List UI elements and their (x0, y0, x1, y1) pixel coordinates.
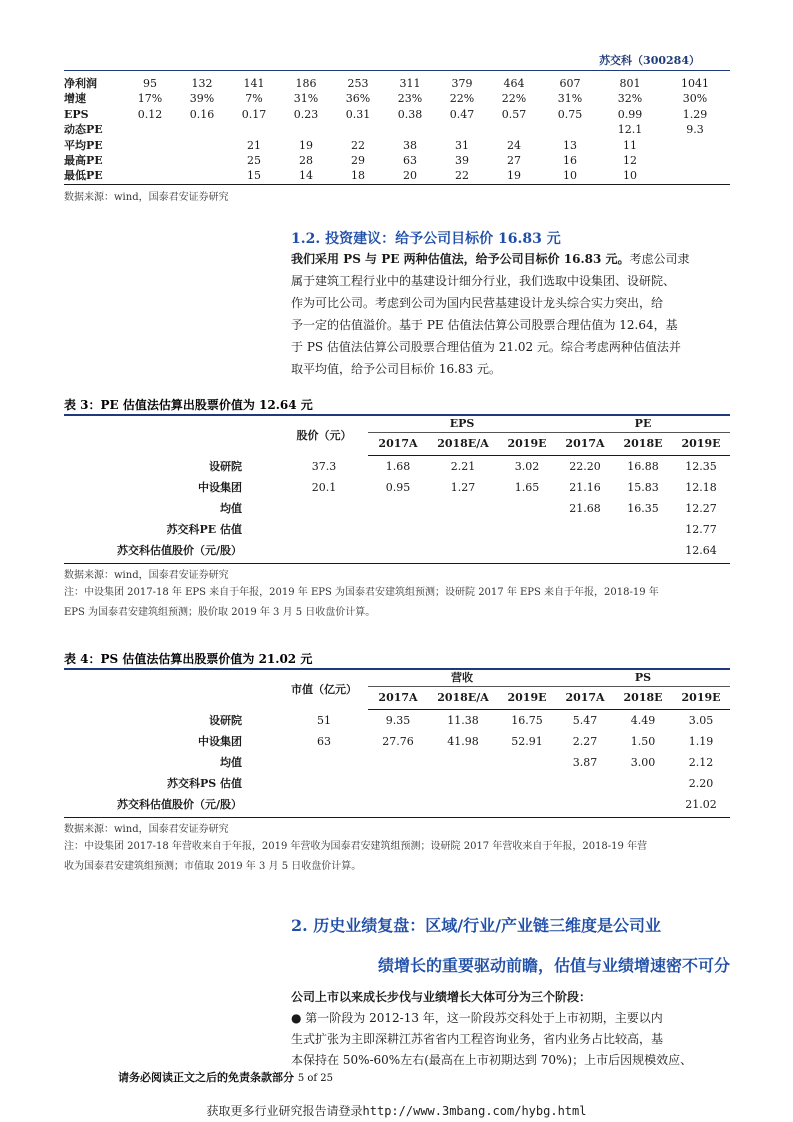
cell: 16.88 (627, 459, 659, 473)
cell (280, 540, 368, 561)
cell: 9.35 (385, 713, 411, 727)
cell (556, 540, 614, 561)
cell: 15 (247, 169, 261, 183)
note-line: 注：中设集团 2017-18 年 EPS 来自于年报，2019 年 EPS 为国泰君安建筑组预测；设研院 2017 年 EPS 来自于年报，2018-19 年 (64, 587, 659, 598)
cell: 1.65 (514, 480, 540, 494)
table-row (64, 122, 730, 137)
col-header-year: 2017A (556, 433, 614, 456)
table-row (64, 540, 730, 561)
cell: 10 (563, 169, 577, 183)
cell: 20.1 (311, 480, 337, 494)
note-line: 收为国泰君安建筑组预测；市值取 2019 年 3 月 5 日收盘价计算。 (64, 861, 362, 872)
cell (540, 122, 600, 137)
group-header-eps: EPS (368, 416, 556, 433)
header-divider (64, 70, 730, 71)
cell: 28 (299, 154, 313, 168)
cell: 1.68 (385, 459, 411, 473)
cell: 12.27 (685, 501, 717, 515)
col-header-year: 2019E (672, 687, 730, 710)
cell: 31 (455, 138, 469, 152)
cell: 2.12 (688, 755, 714, 769)
cell (368, 752, 428, 773)
cell: 21.02 (685, 797, 717, 811)
section-1-2-paragraph (291, 248, 730, 380)
footer-disclaimer (118, 1069, 333, 1085)
cell: 0.47 (449, 107, 475, 121)
cell: 25 (247, 154, 261, 168)
group-header-ps: PS (556, 670, 730, 687)
cell (124, 153, 176, 168)
cell: 10 (623, 169, 637, 183)
col-header-year: 2017A (368, 433, 428, 456)
table4-caption: 表 4：PS 估值法估算出股票价值为 21.02 元 (64, 652, 313, 666)
bullet-line: 本保持在 50%-60%左右(最高在上市初期达到 70%)；上市后因规模效应、 (291, 1053, 693, 1067)
note-line: EPS 为国泰君安建筑组预测；股价取 2019 年 3 月 5 日收盘价计算。 (64, 607, 376, 618)
cell: 5.47 (572, 713, 598, 727)
row-name: 设研院 (209, 713, 242, 727)
cell: 0.17 (241, 107, 267, 121)
cell (124, 138, 176, 153)
cell (176, 138, 228, 153)
table3-note (64, 583, 730, 623)
cell: 607 (559, 77, 581, 90)
table-header-row (64, 416, 730, 433)
cell: 12 (623, 154, 637, 168)
body-line: 属于建筑工程行业中的基建设计细分行业，我们选取中设集团、设研院、 (291, 274, 676, 288)
historical-pe-table (64, 76, 730, 184)
cell: 9.3 (686, 123, 704, 137)
row-name: 中设集团 (198, 734, 242, 748)
row-name: 均值 (220, 755, 242, 769)
cell (280, 773, 368, 794)
cell: 41.98 (447, 734, 479, 748)
cell: 0.12 (137, 107, 163, 121)
col-header-year: 2018E/A (428, 433, 498, 456)
cell: 17% (137, 92, 163, 106)
cell: 132 (191, 77, 213, 90)
row-label: 增速 (64, 92, 86, 106)
cell: 22 (351, 138, 365, 152)
cell (280, 498, 368, 519)
table3-caption: 表 3：PE 估值法估算出股票价值为 12.64 元 (64, 398, 313, 412)
bullet-line: ● 第一阶段为 2012-13 年，这一阶段苏交科处于上市初期，主要以内 (291, 1011, 663, 1025)
cell: 16.75 (511, 713, 543, 727)
table1-source: 数据来源：wind，国泰君安证券研究 (64, 192, 229, 203)
cell: 3.87 (572, 755, 598, 769)
table1-bottom-rule (64, 184, 730, 185)
cell (428, 773, 498, 794)
cell: 22 (455, 169, 469, 183)
cell: 186 (295, 77, 317, 90)
cell: 36% (345, 92, 371, 106)
cell (280, 519, 368, 540)
section-2-bullet (291, 1008, 730, 1071)
disclaimer-text: 请务必阅读正文之后的免责条款部分 (118, 1071, 294, 1084)
cell (368, 773, 428, 794)
cell: 38 (403, 138, 417, 152)
cell (428, 794, 498, 815)
cell: 12.64 (685, 543, 717, 557)
cell: 23% (397, 92, 423, 106)
row-name: 设研院 (209, 459, 242, 473)
cell: 19 (507, 169, 521, 183)
row-name: 苏交科PE 估值 (166, 522, 242, 536)
cell: 3.00 (630, 755, 656, 769)
cell (176, 122, 228, 137)
cell: 11.38 (447, 713, 479, 727)
cell (498, 752, 556, 773)
cell: 0.99 (617, 107, 643, 121)
row-label: 最低PE (64, 169, 103, 183)
col-header-year: 2019E (498, 687, 556, 710)
cell: 20 (403, 169, 417, 183)
row-name: 均值 (220, 501, 242, 515)
cell: 95 (143, 77, 157, 90)
table4-source: 数据来源：wind，国泰君安证券研究 (64, 824, 229, 835)
table-row (64, 752, 730, 773)
table-row (64, 731, 730, 752)
cell: 141 (243, 77, 265, 90)
cell: 464 (503, 77, 525, 90)
cell: 29 (351, 154, 365, 168)
section-2-title-line: 2. 历史业绩复盘：区域/行业/产业链三维度是公司业 (291, 916, 661, 935)
cell: 21.68 (569, 501, 601, 515)
cell (428, 752, 498, 773)
body-line: 取平均值，给予公司目标价 16.83 元。 (291, 362, 501, 376)
cell: 4.49 (630, 713, 656, 727)
cell (428, 519, 498, 540)
table-row (64, 519, 730, 540)
col-header-year: 2017A (368, 687, 428, 710)
col-header-year: 2019E (498, 433, 556, 456)
cell: 1.27 (450, 480, 476, 494)
cell (614, 519, 672, 540)
col-header-year: 2019E (672, 433, 730, 456)
cell: 22% (449, 92, 475, 106)
cell (280, 122, 332, 137)
cell (498, 519, 556, 540)
cell: 0.75 (557, 107, 583, 121)
table3-source: 数据来源：wind，国泰君安证券研究 (64, 570, 229, 581)
page-number: 5 of 25 (297, 1073, 334, 1084)
table-row (64, 91, 730, 106)
cell: 12.18 (685, 480, 717, 494)
col-header-year: 2018E/A (428, 687, 498, 710)
body-line: 作为可比公司。考虑到公司为国内民营基建设计龙头综合实力突出，给 (291, 296, 664, 310)
cell: 0.23 (293, 107, 319, 121)
group-header-revenue: 营收 (368, 670, 556, 687)
cell: 0.31 (345, 107, 371, 121)
cell: 51 (317, 713, 331, 727)
section-1-2-title: 1.2. 投资建议：给予公司目标价 16.83 元 (291, 231, 561, 247)
table-row (64, 477, 730, 498)
row-name: 苏交科估值股价（元/股） (116, 797, 242, 811)
cell (368, 540, 428, 561)
footer-link[interactable]: 获取更多行业研究报告请登录http://www.3mbang.com/hybg.html (206, 1104, 587, 1118)
cell: 24 (507, 138, 521, 152)
table-row (64, 456, 730, 478)
cell: 31% (293, 92, 319, 106)
cell: 16 (563, 154, 577, 168)
row-label: 最高PE (64, 154, 103, 168)
table4-bottom-rule (64, 817, 730, 818)
bullet-line: 生式扩张为主即深耕江苏省省内工程咨询业务，省内业务占比较高，基 (291, 1032, 664, 1046)
cell: 1.19 (688, 734, 714, 748)
note-line: 注：中设集团 2017-18 年营收来自于年报，2019 年营收为国泰君安建筑组预测；设研院 2017 年营收来自于年报，2018-19 年营 (64, 841, 648, 852)
cell: 2.20 (688, 776, 714, 790)
cell (660, 153, 730, 168)
table3-bottom-rule (64, 563, 730, 564)
col-header-price: 股价（元） (296, 429, 352, 443)
col-header-market-cap: 市值（亿元） (291, 683, 357, 697)
cell: 12.1 (617, 123, 643, 137)
body-line: 考虑公司隶 (629, 252, 690, 266)
cell (556, 519, 614, 540)
table-row (64, 794, 730, 815)
cell (280, 794, 368, 815)
cell: 13 (563, 138, 577, 152)
section-2-subtitle: 公司上市以来成长步伐与业绩增长大体可分为三个阶段： (291, 990, 592, 1004)
cell: 801 (619, 77, 641, 90)
col-header-year: 2018E (614, 433, 672, 456)
ps-valuation-table (64, 670, 730, 815)
cell: 37.3 (311, 459, 337, 473)
table-row (64, 76, 730, 91)
cell: 31% (557, 92, 583, 106)
cell (428, 498, 498, 519)
cell (614, 794, 672, 815)
cell (124, 168, 176, 183)
cell: 253 (347, 77, 369, 90)
cell (556, 773, 614, 794)
cell: 2.21 (450, 459, 476, 473)
row-name: 苏交科PS 估值 (166, 776, 242, 790)
cell (498, 498, 556, 519)
cell (176, 153, 228, 168)
cell: 30% (682, 92, 708, 106)
section-2-title (291, 906, 730, 986)
row-name: 中设集团 (198, 480, 242, 494)
row-label: 平均PE (64, 138, 103, 152)
cell: 63 (403, 154, 417, 168)
cell (488, 122, 540, 137)
cell: 311 (399, 77, 421, 90)
cell: 3.02 (514, 459, 540, 473)
cell: 27.76 (382, 734, 414, 748)
row-name: 苏交科估值股价（元/股） (116, 543, 242, 557)
cell: 0.57 (501, 107, 527, 121)
cell: 0.16 (189, 107, 215, 121)
section-2-title-line: 绩增长的重要驱动前瞻，估值与业绩增速密不可分 (377, 956, 730, 975)
cell: 39 (455, 154, 469, 168)
cell (436, 122, 488, 137)
row-label: 动态PE (64, 123, 103, 137)
cell: 63 (317, 734, 331, 748)
cell (498, 794, 556, 815)
body-line: 于 PS 估值法估算公司股票合理估值为 21.02 元。综合考虑两种估值法并 (291, 340, 681, 354)
table-row (64, 138, 730, 153)
cell: 27 (507, 154, 521, 168)
cell (614, 540, 672, 561)
cell: 39% (189, 92, 215, 106)
cell: 1.29 (682, 107, 708, 121)
cell: 12.35 (685, 459, 717, 473)
col-header-year: 2018E (614, 687, 672, 710)
cell: 15.83 (627, 480, 659, 494)
cell: 21.16 (569, 480, 601, 494)
cell: 0.38 (397, 107, 423, 121)
col-header-year: 2017A (556, 687, 614, 710)
cell (332, 122, 384, 137)
cell (228, 122, 280, 137)
cell (384, 122, 436, 137)
table-row (64, 168, 730, 183)
cell: 22% (501, 92, 527, 106)
cell (614, 773, 672, 794)
cell: 11 (623, 138, 637, 152)
cell: 3.05 (688, 713, 714, 727)
cell (368, 794, 428, 815)
cell: 12.77 (685, 522, 717, 536)
cell: 379 (451, 77, 473, 90)
cell: 7% (245, 92, 263, 106)
cell (498, 540, 556, 561)
row-label: 净利润 (64, 77, 97, 90)
table-row (64, 107, 730, 122)
cell (498, 773, 556, 794)
cell: 1.50 (630, 734, 656, 748)
cell (368, 498, 428, 519)
cell: 1041 (681, 77, 709, 90)
body-line: 予一定的估值溢价。基于 PE 估值法估算公司股票合理估值为 12.64，基 (291, 318, 678, 332)
table-row (64, 498, 730, 519)
cell: 32% (617, 92, 643, 106)
pe-valuation-table (64, 416, 730, 561)
lead-sentence: 我们采用 PS 与 PE 两种估值法，给予公司目标价 16.83 元。 (291, 252, 630, 266)
cell: 52.91 (511, 734, 543, 748)
table-row (64, 710, 730, 732)
cell (556, 794, 614, 815)
cell: 21 (247, 138, 261, 152)
cell (176, 168, 228, 183)
cell: 2.27 (572, 734, 598, 748)
company-header: 苏交科（300284） (599, 54, 700, 67)
cell: 16.35 (627, 501, 659, 515)
table4-note (64, 837, 730, 877)
cell (124, 122, 176, 137)
cell (660, 138, 730, 153)
cell (428, 540, 498, 561)
table-row (64, 153, 730, 168)
table-row (64, 773, 730, 794)
row-label: EPS (64, 107, 89, 121)
table-header-row (64, 670, 730, 687)
group-header-pe: PE (556, 416, 730, 433)
cell: 0.95 (385, 480, 411, 494)
cell (660, 168, 730, 183)
cell: 19 (299, 138, 313, 152)
cell (280, 752, 368, 773)
cell: 22.20 (569, 459, 601, 473)
cell (368, 519, 428, 540)
cell: 14 (299, 169, 313, 183)
cell: 18 (351, 169, 365, 183)
